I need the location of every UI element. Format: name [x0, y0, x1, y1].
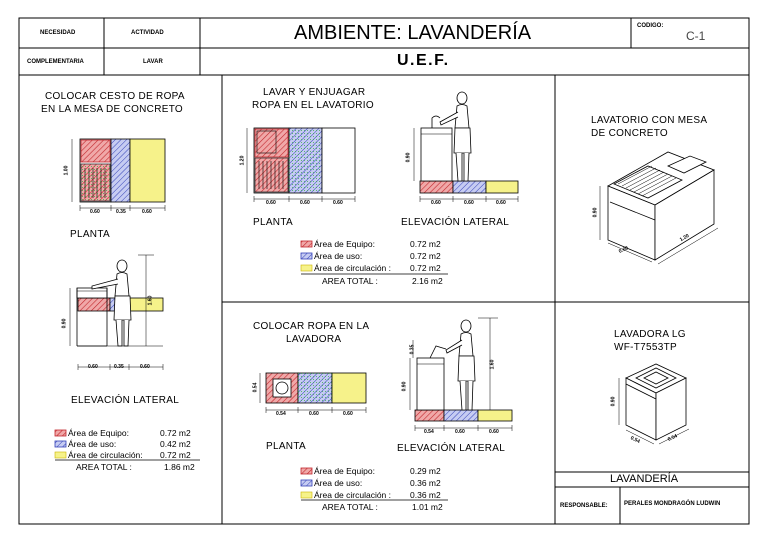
- panel3-elevation: [410, 318, 512, 431]
- panel2-legend-uso-value: 0.72 m2: [410, 251, 441, 261]
- panel1-legend-circ-label: Área de circulación:: [68, 450, 143, 460]
- panel1-elev-dim: 0.60: [88, 364, 98, 370]
- panel4-iso: [600, 152, 718, 264]
- lavar-label: LAVAR: [143, 59, 163, 65]
- panel1-plan-dim: 0.60: [90, 209, 100, 215]
- panel2-elev-dim: 0.60: [496, 200, 506, 206]
- panel1-legend-equipo-label: Área de Equipo:: [68, 428, 129, 438]
- panel3-plan-label: PLANTA: [266, 441, 306, 452]
- panel3-person: [446, 320, 475, 410]
- panel1-total-value: 1.86 m2: [164, 462, 195, 472]
- panel3-plan-dim: 0.60: [343, 411, 353, 417]
- panel2-plan: [247, 128, 355, 202]
- panel1-legend-uso-label: Área de uso:: [68, 439, 117, 449]
- codigo-label: CODIGO:: [637, 23, 664, 29]
- panel1-total-label: AREA TOTAL :: [76, 462, 132, 472]
- panel2-title-line1: LAVAR Y ENJUAGAR: [263, 87, 366, 98]
- panel2-elev-dim: 0.60: [464, 200, 474, 206]
- codigo-value: C-1: [686, 29, 706, 43]
- page-title: AMBIENTE: LAVANDERÍA: [294, 22, 532, 44]
- panel1-plan: [72, 139, 165, 211]
- panel1-plan-dim: 0.60: [142, 209, 152, 215]
- panel5-dim-depth: 0.54: [629, 435, 641, 445]
- panel5-iso: [619, 364, 689, 444]
- panel1-elev-height-right: 1.60: [147, 295, 154, 306]
- panel3-total-value: 1.01 m2: [412, 502, 443, 512]
- panel3-legend-circ-label: Área de circulación :: [314, 490, 392, 500]
- footer-area-name: LAVANDERÍA: [610, 473, 679, 485]
- panel2-plan-label: PLANTA: [253, 217, 293, 228]
- panel2-legend-equipo-value: 0.72 m2: [410, 239, 441, 249]
- panel4-dim-height: 0.90: [592, 207, 599, 218]
- panel5-dim-width: 0.54: [666, 433, 679, 443]
- panel5-title-line1: LAVADORA LG: [614, 329, 686, 340]
- panel1-title-line1: COLOCAR CESTO DE ROPA: [45, 91, 185, 102]
- panel1-legend-circ-value: 0.72 m2: [160, 450, 191, 460]
- panel2-plan-dim: 0.60: [266, 200, 276, 206]
- panel4-title-line1: LAVATORIO CON MESA: [591, 115, 708, 126]
- panel3-legend-equipo-label: Área de Equipo:: [314, 466, 375, 476]
- panel1-plan-dim: 0.35: [116, 209, 126, 215]
- panel2-elev-dim: 0.60: [431, 200, 441, 206]
- panel2-plan-dim: 0.60: [333, 200, 343, 206]
- panel3-total-label: AREA TOTAL :: [322, 502, 378, 512]
- panel4-dim-depth: 0.60: [617, 245, 630, 255]
- panel3-plan: [260, 373, 366, 413]
- necesidad-label: NECESIDAD: [40, 30, 76, 36]
- panel3-legend-circ-value: 0.36 m2: [410, 490, 441, 500]
- panel5-title-line2: WF-T7553TP: [614, 342, 678, 353]
- panel3-legend-uso-label: Área de uso:: [314, 478, 363, 488]
- panel1-elev-height-left: 0.90: [61, 318, 68, 329]
- panel2-legend-circ-label: Área de circulación :: [314, 263, 392, 273]
- panel3-elev-dim: 0.54: [424, 429, 434, 435]
- panel3-plan-dim: 0.60: [309, 411, 319, 417]
- panel2-plan-height: 1.20: [239, 155, 246, 166]
- responsable-label: RESPONSABLE:: [560, 503, 608, 509]
- panel2-legend-uso-label: Área de uso:: [314, 251, 363, 261]
- panel3-elev-height-left: 0.90: [401, 381, 408, 392]
- panel2-elev-label: ELEVACIÓN LATERAL: [401, 217, 510, 228]
- panel3-plan-height: 0.54: [252, 382, 259, 393]
- panel3-elev-height-right: 1.60: [489, 359, 496, 370]
- panel3-legend-uso-value: 0.36 m2: [410, 478, 441, 488]
- panel4-title-line2: DE CONCRETO: [591, 128, 669, 139]
- panel3-plan-dim: 0.54: [276, 411, 286, 417]
- panel2-plan-dim: 0.60: [300, 200, 310, 206]
- panel2-elevation: [414, 92, 518, 202]
- panel3-title-line2: LAVADORA: [286, 334, 342, 345]
- panel1-legend-uso-value: 0.42 m2: [160, 439, 191, 449]
- panel1-plan-height: 1.00: [63, 165, 70, 176]
- panel2-title-line2: ROPA EN EL LAVATORIO: [252, 100, 374, 111]
- panel3-title-line1: COLOCAR ROPA EN LA: [253, 321, 370, 332]
- complementaria-label: COMPLEMENTARIA: [27, 59, 84, 65]
- responsable-name: PERALES MONDRAGÓN LUDWIN: [624, 501, 721, 507]
- panel1-legend-equipo-value: 0.72 m2: [160, 428, 191, 438]
- panel4-dim-width: 1.20: [678, 233, 691, 244]
- panel3-legend-equipo-value: 0.29 m2: [410, 466, 441, 476]
- panel3-elev-dim: 0.60: [455, 429, 465, 435]
- panel2-legend-circ-value: 0.72 m2: [410, 263, 441, 273]
- panel2-total-label: AREA TOTAL :: [322, 276, 378, 286]
- panel1-title-line2: EN LA MESA DE CONCRETO: [41, 104, 184, 115]
- panel1-plan-label: PLANTA: [70, 229, 110, 240]
- panel2-elev-height: 0.90: [405, 152, 412, 163]
- panel2-legend-equipo-label: Área de Equipo:: [314, 239, 375, 249]
- panel3-elev-label: ELEVACIÓN LATERAL: [397, 443, 506, 454]
- panel1-elev-dim: 0.35: [114, 364, 124, 370]
- panel1-elevation: [70, 255, 163, 370]
- panel3-elev-small: 0.35: [409, 344, 416, 355]
- panel2-total-value: 2.16 m2: [412, 276, 443, 286]
- panel1-elev-label: ELEVACIÓN LATERAL: [71, 395, 180, 406]
- page-subtitle: U.E.F.: [397, 52, 450, 69]
- panel3-elev-dim: 0.60: [489, 429, 499, 435]
- panel1-elev-dim: 0.60: [140, 364, 150, 370]
- panel5-dim-height: 0.90: [610, 396, 617, 407]
- actividad-label: ACTIVIDAD: [131, 30, 164, 36]
